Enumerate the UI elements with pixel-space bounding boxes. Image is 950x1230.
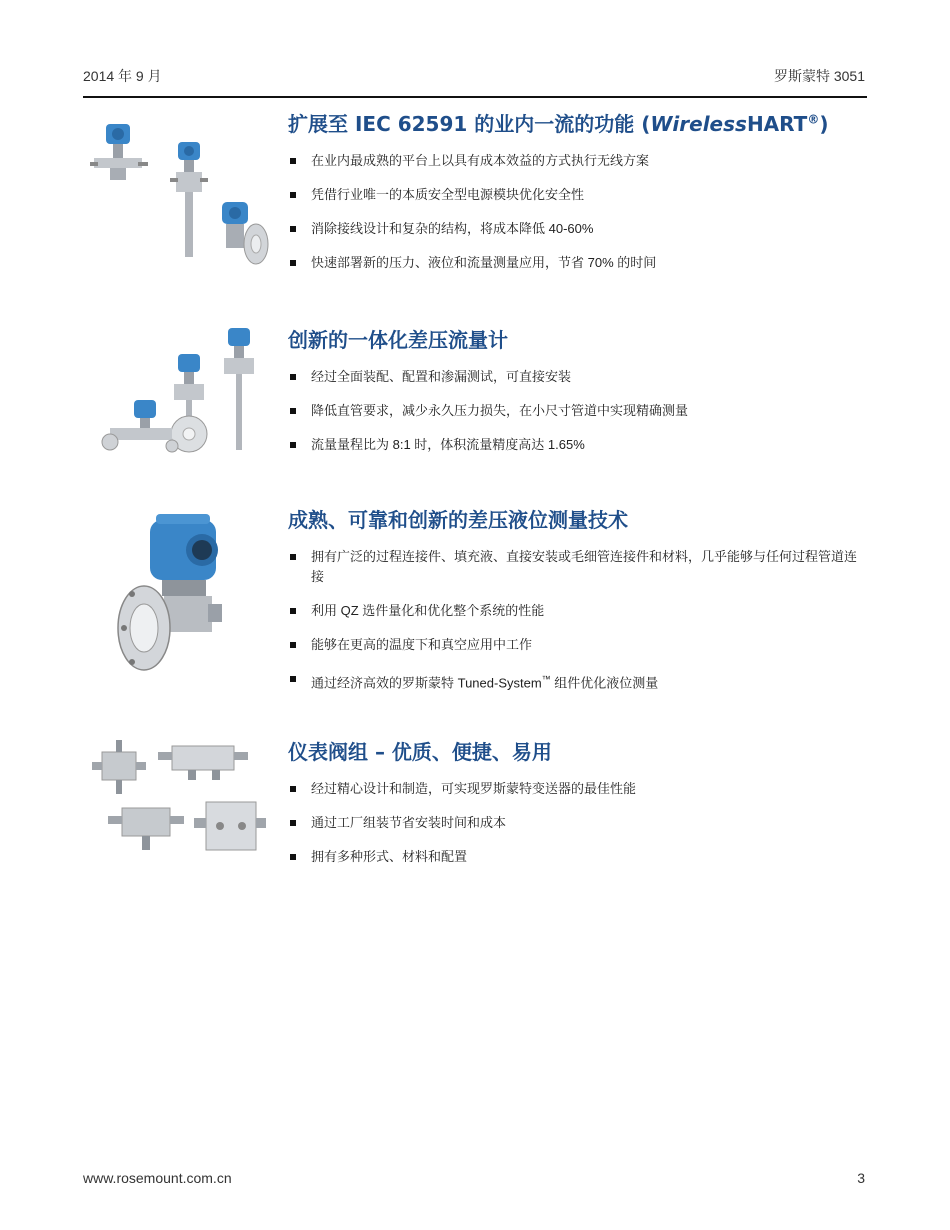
- list-item: 拥有多种形式、材料和配置: [288, 847, 867, 867]
- list-item: 经过精心设计和制造，可实现罗斯蒙特变送器的最佳性能: [288, 779, 867, 799]
- section-manifolds-title: 仪表阀组 – 优质、便捷、易用: [288, 740, 552, 764]
- section-flowmeter: [288, 324, 867, 469]
- page-number: 3: [857, 1170, 865, 1186]
- section-manifolds: [288, 736, 867, 881]
- footer-url[interactable]: www.rosemount.com.cn: [83, 1170, 232, 1186]
- bullet-square-icon: [290, 608, 296, 614]
- bullet-square-icon: [290, 408, 296, 414]
- header-product: 罗斯蒙特 3051: [773, 68, 865, 84]
- section-wireless-list: [288, 151, 867, 273]
- section-flowmeter-title: 创新的一体化差压流量计: [288, 328, 508, 352]
- section-manifolds-list: [288, 779, 867, 867]
- list-item: 通过工厂组装节省安装时间和成本: [288, 813, 867, 833]
- list-item: 拥有广泛的过程连接件、填充液、直接安装或毛细管连接件和材料，几乎能够与任何过程管道连接: [288, 547, 867, 587]
- list-item: 流量量程比为 8:1 时，体积流量精度高达 1.65%: [288, 435, 867, 455]
- list-item: 经过全面装配、配置和渗漏测试，可直接安装: [288, 367, 867, 387]
- section-wireless-title: 扩展至 IEC 62591 的业内一流的功能 (WirelessHART®): [288, 112, 829, 136]
- section-flowmeter-list: [288, 367, 867, 455]
- section-wireless: [288, 108, 867, 287]
- bullet-square-icon: [290, 786, 296, 792]
- level-transmitter-image: [112, 512, 242, 672]
- header-date: 2014 年 9 月: [83, 68, 162, 84]
- bullet-square-icon: [290, 226, 296, 232]
- bullet-square-icon: [290, 192, 296, 198]
- list-item: 降低直管要求，减少永久压力损失，在小尺寸管道中实现精确测量: [288, 401, 867, 421]
- bullet-square-icon: [290, 260, 296, 266]
- bullet-square-icon: [290, 554, 296, 560]
- bullet-square-icon: [290, 820, 296, 826]
- bullet-square-icon: [290, 374, 296, 380]
- flowmeter-image: [96, 322, 266, 462]
- list-item: 能够在更高的温度下和真空应用中工作: [288, 635, 867, 655]
- bullet-square-icon: [290, 158, 296, 164]
- list-item: 通过经济高效的罗斯蒙特 Tuned-System™ 组件优化液位测量: [288, 669, 867, 693]
- list-item: 在业内最成熟的平台上以具有成本效益的方式执行无线方案: [288, 151, 867, 171]
- list-item: 凭借行业唯一的本质安全型电源模块优化安全性: [288, 185, 867, 205]
- manifolds-image: [88, 738, 268, 863]
- bullet-square-icon: [290, 854, 296, 860]
- wireless-transmitters-image: [86, 112, 276, 272]
- section-level-title: 成熟、可靠和创新的差压液位测量技术: [288, 508, 628, 532]
- header-rule: [83, 96, 867, 98]
- section-level: [288, 504, 867, 707]
- bullet-square-icon: [290, 442, 296, 448]
- list-item: 消除接线设计和复杂的结构，将成本降低 40-60%: [288, 219, 867, 239]
- bullet-square-icon: [290, 642, 296, 648]
- section-level-list: [288, 547, 867, 693]
- list-item: 利用 QZ 选件量化和优化整个系统的性能: [288, 601, 867, 621]
- bullet-square-icon: [290, 676, 296, 682]
- list-item: 快速部署新的压力、液位和流量测量应用，节省 70% 的时间: [288, 253, 867, 273]
